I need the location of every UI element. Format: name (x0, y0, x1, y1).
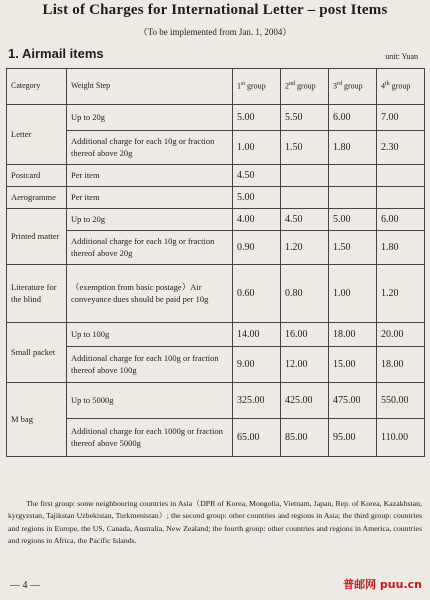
footnote-text: The first group: some neighbouring countries in Asia（DPR of Korea, Mongolia, Vietnam, Japan, Rep. of Korea, Kazakhstan, kyrgyzstan, Tajikstan Uzbekistan, Turkmenistan）; the second group: other countries and regions in Asia; the third group: countries and regions in Europe, the US, Canada, Australia, New Zealand; the fourth group: other countries and regions in America, countries and regions in Africa, the Pacific Islands. (8, 499, 422, 546)
empty-cell (329, 187, 377, 209)
value-cell: 16.00 (281, 323, 329, 347)
weight-cell: Up to 20g (67, 105, 233, 131)
empty-cell (377, 165, 425, 187)
watermark-logo: 普邮网 puu.cn (343, 578, 422, 591)
header-group-3: 3rd group (329, 69, 377, 105)
value-cell: 6.00 (329, 105, 377, 131)
value-cell: 475.00 (329, 383, 377, 419)
value-cell: 5.00 (329, 209, 377, 231)
value-cell: 9.00 (233, 347, 281, 383)
category-cell: Aerogramme (7, 187, 67, 209)
value-cell: 425.00 (281, 383, 329, 419)
category-cell: M bag (7, 383, 67, 457)
table-row (7, 105, 425, 131)
weight-cell: Up to 5000g (67, 383, 233, 419)
weight-cell: Up to 20g (67, 209, 233, 231)
table-row (7, 187, 425, 209)
value-cell: 0.80 (281, 265, 329, 323)
weight-cell: （exemption from basic postage）Air conveyance dues should be paid per 10g (67, 265, 233, 323)
header-weight-step: Weight Step (67, 69, 233, 105)
value-cell: 1.50 (281, 131, 329, 165)
table-row (7, 323, 425, 347)
document-title: List of Charges for International Letter – post Items (42, 2, 388, 18)
table-header-row (7, 69, 425, 105)
value-cell: 18.00 (377, 347, 425, 383)
value-cell: 15.00 (329, 347, 377, 383)
weight-cell: Per item (67, 165, 233, 187)
value-cell: 1.20 (281, 231, 329, 265)
section-heading: 1. Airmail items (8, 46, 104, 61)
value-cell: 1.20 (377, 265, 425, 323)
value-cell: 18.00 (329, 323, 377, 347)
weight-cell: Per item (67, 187, 233, 209)
value-cell: 5.00 (233, 187, 281, 209)
table-row (7, 347, 425, 383)
table-row (7, 419, 425, 457)
charges-table (6, 68, 425, 457)
value-cell: 4.00 (233, 209, 281, 231)
value-cell: 85.00 (281, 419, 329, 457)
header-category: Category (7, 69, 67, 105)
value-cell: 7.00 (377, 105, 425, 131)
value-cell: 12.00 (281, 347, 329, 383)
table-row (7, 231, 425, 265)
category-cell: Literature for the blind (7, 265, 67, 323)
empty-cell (281, 165, 329, 187)
weight-cell: Up to 100g (67, 323, 233, 347)
category-cell: Letter (7, 105, 67, 165)
empty-cell (329, 165, 377, 187)
value-cell: 1.50 (329, 231, 377, 265)
page-number: — 4 — (10, 580, 40, 591)
table-row (7, 209, 425, 231)
value-cell: 5.50 (281, 105, 329, 131)
weight-cell: Additional charge for each 10g or fraction thereof above 20g (67, 131, 233, 165)
weight-cell: Additional charge for each 100g or fraction thereof above 100g (67, 347, 233, 383)
empty-cell (377, 187, 425, 209)
value-cell: 0.60 (233, 265, 281, 323)
header-group-2: 2nd group (281, 69, 329, 105)
header-group-1: 1st group (233, 69, 281, 105)
value-cell: 1.80 (329, 131, 377, 165)
category-cell: Printed matter (7, 209, 67, 265)
document-subtitle: （To be implemented from Jan. 1, 2004） (138, 27, 292, 37)
value-cell: 0.90 (233, 231, 281, 265)
category-cell: Small packet (7, 323, 67, 383)
header-group-4: 4th group (377, 69, 425, 105)
table-row (7, 131, 425, 165)
table-row (7, 265, 425, 323)
value-cell: 5.00 (233, 105, 281, 131)
unit-label: unit: Yuan (385, 52, 418, 61)
value-cell: 4.50 (281, 209, 329, 231)
value-cell: 1.80 (377, 231, 425, 265)
value-cell: 1.00 (233, 131, 281, 165)
value-cell: 550.00 (377, 383, 425, 419)
weight-cell: Additional charge for each 1000g or fraction thereof above 5000g (67, 419, 233, 457)
value-cell: 110.00 (377, 419, 425, 457)
table-row (7, 165, 425, 187)
value-cell: 14.00 (233, 323, 281, 347)
value-cell: 1.00 (329, 265, 377, 323)
weight-cell: Additional charge for each 10g or fraction thereof above 20g (67, 231, 233, 265)
value-cell: 6.00 (377, 209, 425, 231)
category-cell: Postcard (7, 165, 67, 187)
value-cell: 2.30 (377, 131, 425, 165)
value-cell: 65.00 (233, 419, 281, 457)
empty-cell (281, 187, 329, 209)
value-cell: 95.00 (329, 419, 377, 457)
value-cell: 20.00 (377, 323, 425, 347)
value-cell: 4.50 (233, 165, 281, 187)
table-row (7, 383, 425, 419)
value-cell: 325.00 (233, 383, 281, 419)
